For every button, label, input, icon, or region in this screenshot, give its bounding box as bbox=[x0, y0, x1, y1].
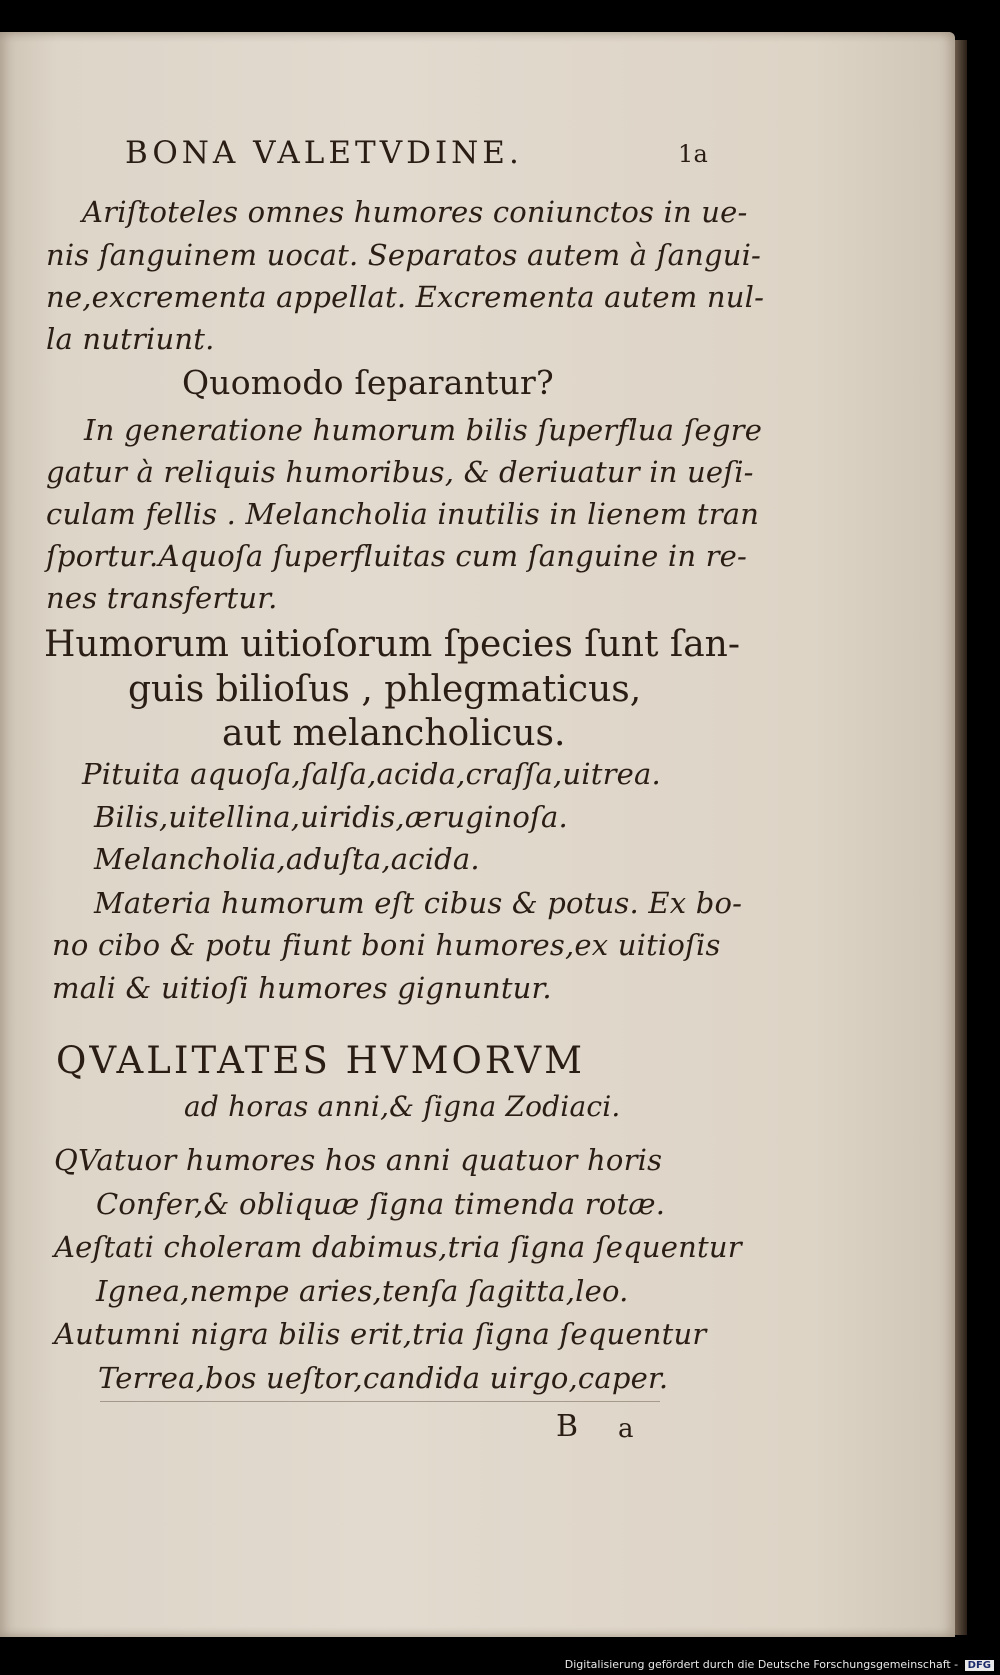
book-page bbox=[0, 32, 955, 1637]
chapter-heading: QVALITATES HVMORVM bbox=[56, 1039, 585, 1082]
text-line: la nutriunt. bbox=[46, 322, 215, 356]
verse-line: Confer,& obliquæ ſigna timenda rotæ. bbox=[96, 1187, 666, 1221]
signature-mark: B bbox=[556, 1409, 579, 1444]
text-line: ſportur.Aquoſa ſuperfluitas cum ſanguine in re- bbox=[46, 539, 748, 573]
text-line: nis ſanguinem uocat. Separatos autem à ſangui- bbox=[46, 238, 762, 272]
credit-text: Digitalisierung gefördert durch die Deutsche Forschungsgemeinschaft - bbox=[564, 1658, 959, 1671]
chapter-subheading: ad horas anni,& ſigna Zodiaci. bbox=[184, 1090, 621, 1123]
text-line: gatur à reliquis humoribus, & deriuatur in ueſi- bbox=[46, 455, 754, 489]
text-line: Ariſtoteles omnes humores coniunctos in ue- bbox=[82, 195, 748, 229]
text-line: culam fellis . Melancholia inutilis in lienem tran bbox=[46, 497, 760, 531]
verse-line: Terrea,bos ueſtor,candida uirgo,caper. bbox=[98, 1361, 669, 1395]
text-line: nes transfertur. bbox=[46, 581, 278, 615]
signature-number: a bbox=[618, 1414, 634, 1444]
text-line: mali & uitioſi humores gignuntur. bbox=[52, 971, 552, 1005]
text-line: Pituita aquoſa,ſalſa,acida,craſſa,uitrea. bbox=[82, 757, 661, 791]
text-line: Materia humorum eſt cibus & potus. Ex bo- bbox=[94, 886, 743, 920]
verse-line: Aeſtati choleram dabimus,tria ſigna ſequentur bbox=[54, 1230, 742, 1264]
section-heading: guis bilioſus , phlegmaticus, bbox=[128, 669, 642, 710]
text-line: no cibo & potu fiunt boni humores,ex uitioſis bbox=[52, 928, 721, 962]
digitization-credit bbox=[565, 1658, 994, 1671]
section-heading: Humorum uitioſorum ſpecies ſunt ſan- bbox=[44, 624, 741, 665]
verse-line: QVatuor humores hos anni quatuor horis bbox=[54, 1143, 663, 1177]
page-edge bbox=[955, 40, 967, 1635]
verse-line: Ignea,nempe aries,tenſa ſagitta,leo. bbox=[96, 1274, 629, 1308]
section-heading: Quomodo ſeparantur? bbox=[182, 363, 554, 402]
text-line: Melancholia,aduſta,acida. bbox=[94, 842, 480, 876]
text-line: In generatione humorum bilis ſuperflua ſegre bbox=[84, 413, 763, 447]
dfg-logo: DFG bbox=[965, 1660, 994, 1671]
section-heading: aut melancholicus. bbox=[222, 713, 566, 754]
text-line: Bilis,uitellina,uiridis,æruginoſa. bbox=[94, 800, 568, 834]
bottom-rule bbox=[100, 1401, 660, 1402]
folio-number: 1a bbox=[678, 140, 708, 168]
text-line: ne,excrementa appellat. Excrementa autem nul- bbox=[46, 280, 765, 314]
running-head: BONA VALETVDINE. bbox=[125, 135, 523, 171]
verse-line: Autumni nigra bilis erit,tria ſigna ſequentur bbox=[54, 1317, 707, 1351]
